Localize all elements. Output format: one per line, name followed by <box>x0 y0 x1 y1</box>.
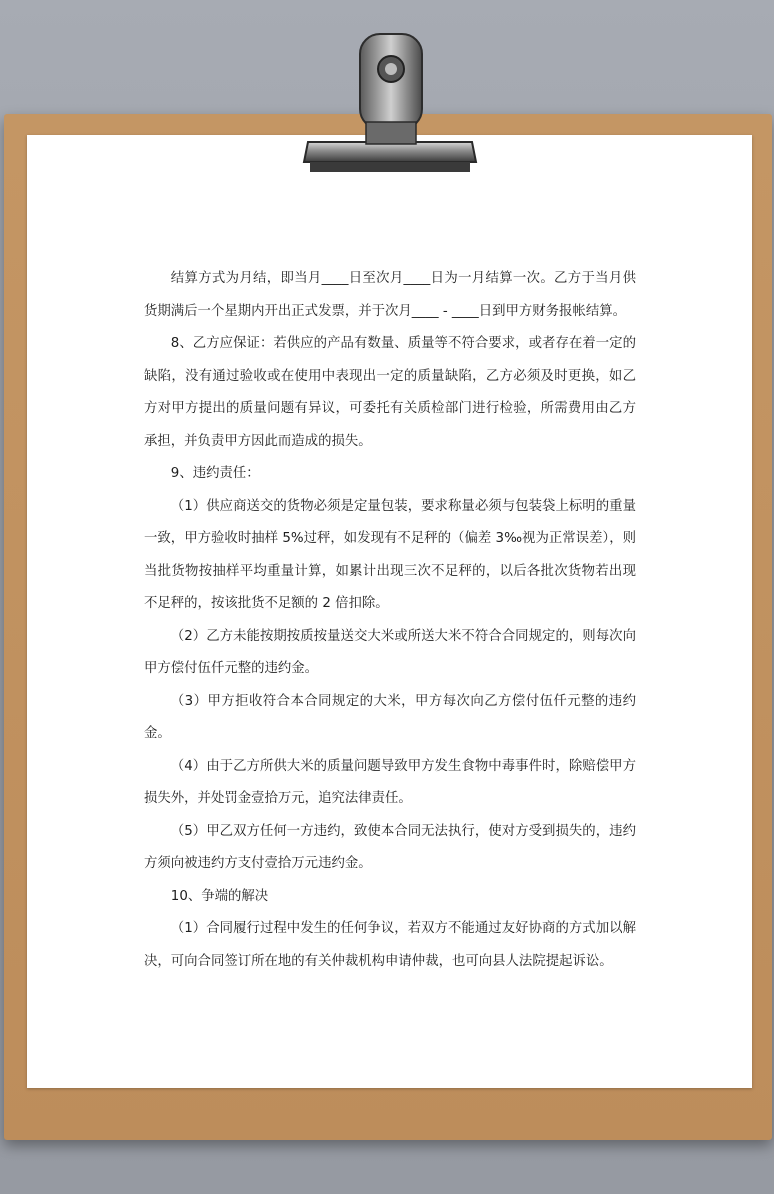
paragraph-clause-8: 8、乙方应保证：若供应的产品有数量、质量等不符合要求，或者存在着一定的缺陷，没有通过验收或在使用中表现出一定的质量缺陷，乙方必须及时更换，如乙方对甲方提出的质量问题有异议，可委托有关质检部门进行检验，所需费用由乙方承担，并负责甲方因此而造成的损失。 <box>144 336 636 449</box>
paragraph-clause-9-3: （3）甲方拒收符合本合同规定的大米，甲方每次向乙方偿付伍仟元整的违约金。 <box>144 693 636 741</box>
heading-clause-9: 9、违约责任： <box>170 466 260 481</box>
paragraph-clause-9-1: （1）供应商送交的货物必须是定量包装，要求称量必须与包装袋上标明的重量一致，甲方验收时抽样 5%过秤，如发现有不足秤的（偏差 3‰视为正常误差），则当批货物按抽样平均重量计算，如累计出现三次不足秤的，以后各批次货物若出现不足秤的，按该批货不足额的 2 倍扣除。 <box>144 498 636 611</box>
paragraph-clause-9-2: （2）乙方未能按期按质按量送交大米或所送大米不符合合同规定的，则每次向甲方偿付伍仟元整的违约金。 <box>144 628 636 676</box>
contract-text <box>144 263 636 978</box>
paragraph-clause-10-1: （1）合同履行过程中发生的任何争议，若双方不能通过友好协商的方式加以解决，可向合同签订所在地的有关仲裁机构申请仲裁，也可向县人法院提起诉讼。 <box>144 921 636 969</box>
paragraph-clause-9-4: （4）由于乙方所供大米的质量问题导致甲方发生食物中毒事件时，除赔偿甲方损失外，并处罚金壹拾万元，追究法律责任。 <box>144 758 636 806</box>
paragraph-settlement: 结算方式为月结，即当月____日至次月____日为一月结算一次。乙方于当月供货期满后一个星期内开出正式发票，并于次月____ - ____日到甲方财务报帐结算。 <box>144 271 636 319</box>
paragraph-clause-9-5: （5）甲乙双方任何一方违约，致使本合同无法执行，使对方受到损失的，违约方须向被违约方支付壹拾万元违约金。 <box>144 823 636 871</box>
heading-clause-10: 10、争端的解决 <box>170 888 269 904</box>
binder-clip-icon <box>300 26 480 176</box>
